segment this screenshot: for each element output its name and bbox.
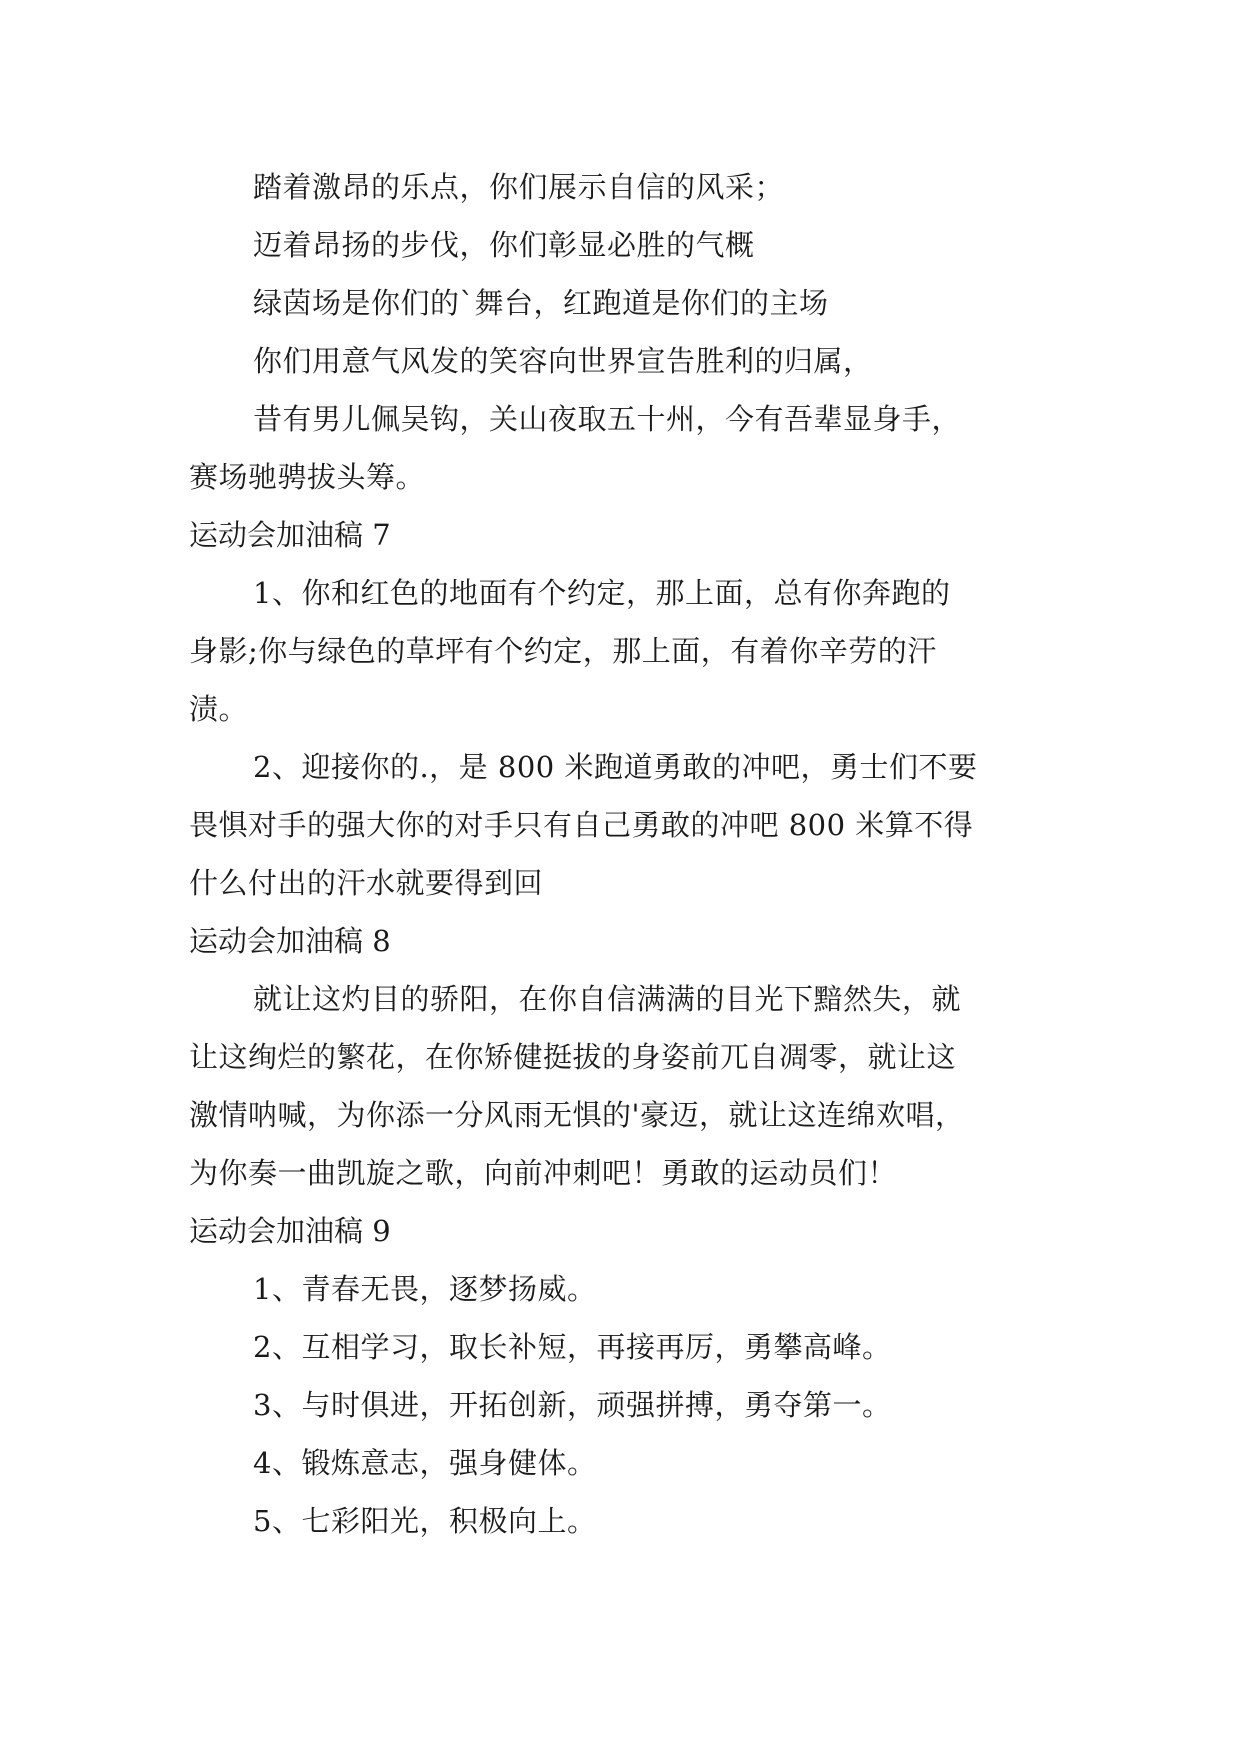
poem-line: 你们用意气风发的笑容向世界宣告胜利的归属，	[253, 344, 873, 378]
paragraph-line: 让这绚烂的繁花，在你矫健挺拔的身姿前兀自凋零，就让这	[189, 1040, 957, 1074]
paragraph-line: 为你奏一曲凯旋之歌，向前冲刺吧！勇敢的运动员们！	[189, 1156, 898, 1190]
poem-line: 迈着昂扬的步伐，你们彰显必胜的气概	[253, 228, 755, 262]
section-heading-7: 运动会加油稿 7	[189, 518, 391, 552]
list-item: 4、锻炼意志，强身健体。	[253, 1446, 597, 1480]
list-item: 1、青春无畏，逐梦扬威。	[253, 1272, 597, 1306]
list-item: 5、七彩阳光，积极向上。	[253, 1504, 597, 1538]
paragraph-line: 身影;你与绿色的草坪有个约定，那上面，有着你辛劳的汗	[189, 634, 937, 668]
paragraph-line: 什么付出的汗水就要得到回	[189, 866, 544, 900]
list-item: 2、互相学习，取长补短，再接再厉，勇攀高峰。	[253, 1330, 892, 1364]
paragraph-line: 1、你和红色的地面有个约定，那上面，总有你奔跑的	[253, 576, 951, 610]
poem-line: 绿茵场是你们的`舞台，红跑道是你们的主场	[253, 286, 829, 320]
poem-line: 踏着激昂的乐点，你们展示自信的风采；	[253, 170, 785, 204]
paragraph-line: 畏惧对手的强大你的对手只有自己勇敢的冲吧 800 米算不得	[189, 808, 974, 842]
paragraph-line: 激情呐喊，为你添一分风雨无惧的'豪迈，就让这连绵欢唱，	[189, 1098, 965, 1132]
section-heading-8: 运动会加油稿 8	[189, 924, 391, 958]
list-item: 3、与时俱进，开拓创新，顽强拼搏，勇夺第一。	[253, 1388, 892, 1422]
section-heading-9: 运动会加油稿 9	[189, 1214, 391, 1248]
paragraph-line: 昔有男儿佩吴钩，关山夜取五十州，今有吾辈显身手，	[253, 402, 962, 436]
paragraph-line: 赛场驰骋拔头筹。	[189, 460, 426, 494]
paragraph-line: 渍。	[189, 692, 249, 726]
paragraph-line: 2、迎接你的.，是 800 米跑道勇敢的冲吧，勇士们不要	[253, 750, 978, 784]
paragraph-line: 就让这灼目的骄阳，在你自信满满的目光下黯然失，就	[253, 982, 962, 1016]
document-body	[189, 158, 1049, 1550]
